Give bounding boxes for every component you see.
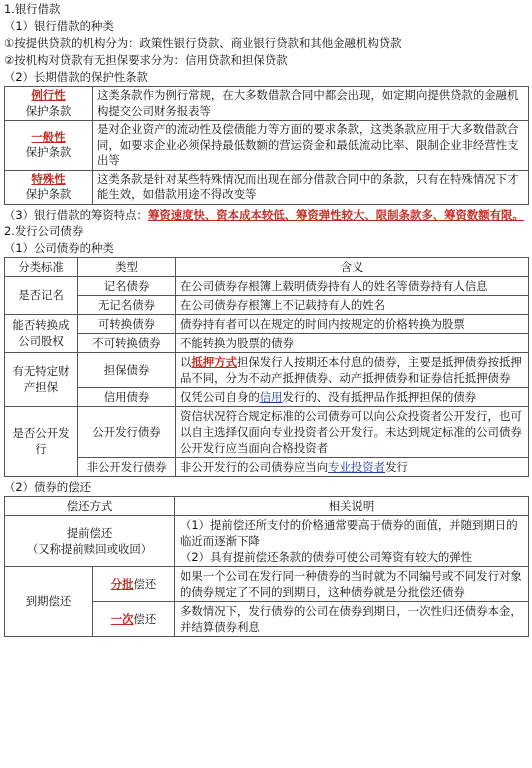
clause-desc-special: 这类条款是针对某些特殊情况而出现在部分借款合同中的条款，只有在特殊情况下才能生效，如借款用途不得改变等 [93, 170, 529, 204]
type-bearer: 无记名债券 [78, 295, 176, 314]
clause-desc-routine: 这类条款作为例行常规，在大多数借款合同中都会出现，如定期向提供贷款的金融机构提交公司财务报表等 [93, 87, 529, 121]
table-row [5, 276, 529, 295]
criterion-public: 是否公开发行 [5, 406, 78, 476]
clause-label-general: 一般性 保护条款 [5, 121, 93, 171]
section-title-bonds: 2.发行公司债券 [4, 223, 84, 238]
desc-registered: 在公司债券存根簿上载明债券持有人的姓名等债券持有人信息 [176, 276, 529, 295]
subheading-bond-redemption: （2）债券的偿还 [4, 479, 91, 494]
table-row [5, 295, 529, 314]
method-lump-sum: 一次偿还 [93, 601, 175, 636]
method-maturity-redemption: 到期偿还 [5, 566, 93, 636]
method-early-redemption: 提前偿还 （又称提前赎回或收回） [5, 515, 175, 566]
subheading-loan-types: （1）银行借款的种类 [4, 19, 114, 33]
desc-bearer: 在公司债券存根簿上不记载持有人的姓名 [176, 295, 529, 314]
type-registered: 记名债券 [78, 276, 176, 295]
clause-label-special: 特殊性 保护条款 [5, 170, 93, 204]
col-header-criterion: 分类标准 [5, 257, 78, 276]
financing-features-value: 筹资速度快、资本成本较低、筹资弹性较大、限制条款多、筹资数额有限。 [147, 207, 524, 222]
bond-types-table [4, 257, 529, 477]
criterion-convertible: 能否转换成公司股权 [5, 314, 78, 352]
table-row [5, 566, 529, 601]
type-secured: 担保债券 [78, 352, 176, 387]
table-row [5, 87, 529, 121]
table-row [5, 121, 529, 171]
type-private: 非公开发行债券 [78, 457, 176, 476]
notes-batch: 如果一个公司在发行同一种债券的当时就为不同编号或不同发行对象的债券规定了不同的到期日，这种债券就是分批偿还债券 [175, 566, 529, 601]
notes-lump-sum: 多数情况下，发行债券的公司在债券到期日，一次性归还债券本金，并结算债券利息 [175, 601, 529, 636]
criterion-secured: 有无特定财产担保 [5, 352, 78, 406]
financing-features [4, 207, 529, 223]
desc-credit: 仅凭公司自身的信用发行的、没有抵押品作抵押担保的债券 [176, 387, 529, 406]
table-row [5, 387, 529, 406]
table-row [5, 314, 529, 333]
desc-public: 资信状况符合规定标准的公司债券可以向公众投资者公开发行，也可以自主选择仅面向专业投资者公开发行。未达到规定标准的公司债券公开发行应当面向合格投资者 [176, 406, 529, 457]
table-row [5, 352, 529, 387]
table-header-row [5, 257, 529, 276]
loan-type-item-2: ②按机构对贷款有无担保要求分为：信用贷款和担保贷款 [4, 53, 288, 67]
clause-desc-general: 是对企业资产的流动性及偿债能力等方面的要求条款，这类条款应用于大多数借款合同，如要求企业必须保持最低数额的营运资金和最低流动比率、限制企业非经营性支出等 [93, 121, 529, 171]
desc-convertible: 债券持有者可以在规定的时间内按规定的价格转换为股票 [176, 314, 529, 333]
col-header-meaning: 含义 [176, 257, 529, 276]
table-row [5, 170, 529, 204]
desc-private: 非公开发行的公司债券应当向专业投资者发行 [176, 457, 529, 476]
notes-early-redemption: （1）提前偿还所支付的价格通常要高于债券的面值，并随到期日的临近而逐渐下降 （2）具有提前偿还条款的债券可使公司筹资有较大的弹性 [175, 515, 529, 566]
method-batch: 分批偿还 [93, 566, 175, 601]
type-public: 公开发行债券 [78, 406, 176, 457]
clause-label-routine: 例行性 保护条款 [5, 87, 93, 121]
criterion-registered: 是否记名 [5, 276, 78, 314]
table-header-row [5, 496, 529, 515]
protective-clauses-table [4, 86, 529, 205]
desc-nonconvertible: 不能转换为股票的债券 [176, 333, 529, 352]
section-title-bank-loan: 1.银行借款 [4, 2, 61, 16]
type-convertible: 可转换债券 [78, 314, 176, 333]
table-row [5, 406, 529, 457]
table-row [5, 457, 529, 476]
bond-redemption-table [4, 496, 529, 637]
type-credit: 信用债券 [78, 387, 176, 406]
table-row [5, 515, 529, 566]
subheading-bond-types: （1）公司债券的种类 [4, 240, 114, 255]
col-header-type: 类型 [78, 257, 176, 276]
financing-features-label: （3）银行借款的筹资特点： [4, 207, 148, 222]
loan-type-item-1: ①按提供贷款的机构分为：政策性银行贷款、商业银行贷款和其他金融机构贷款 [4, 36, 402, 50]
subheading-protective-clauses: （2）长期借款的保护性条款 [4, 70, 148, 84]
desc-secured: 以抵押方式担保发行人按期还本付息的债券，主要是抵押债券按抵押品不同，分为不动产抵押债券、动产抵押债券和证券信托抵押债券 [176, 352, 529, 387]
table-row [5, 333, 529, 352]
col-header-notes: 相关说明 [175, 496, 529, 515]
type-nonconvertible: 不可转换债券 [78, 333, 176, 352]
col-header-method: 偿还方式 [5, 496, 175, 515]
